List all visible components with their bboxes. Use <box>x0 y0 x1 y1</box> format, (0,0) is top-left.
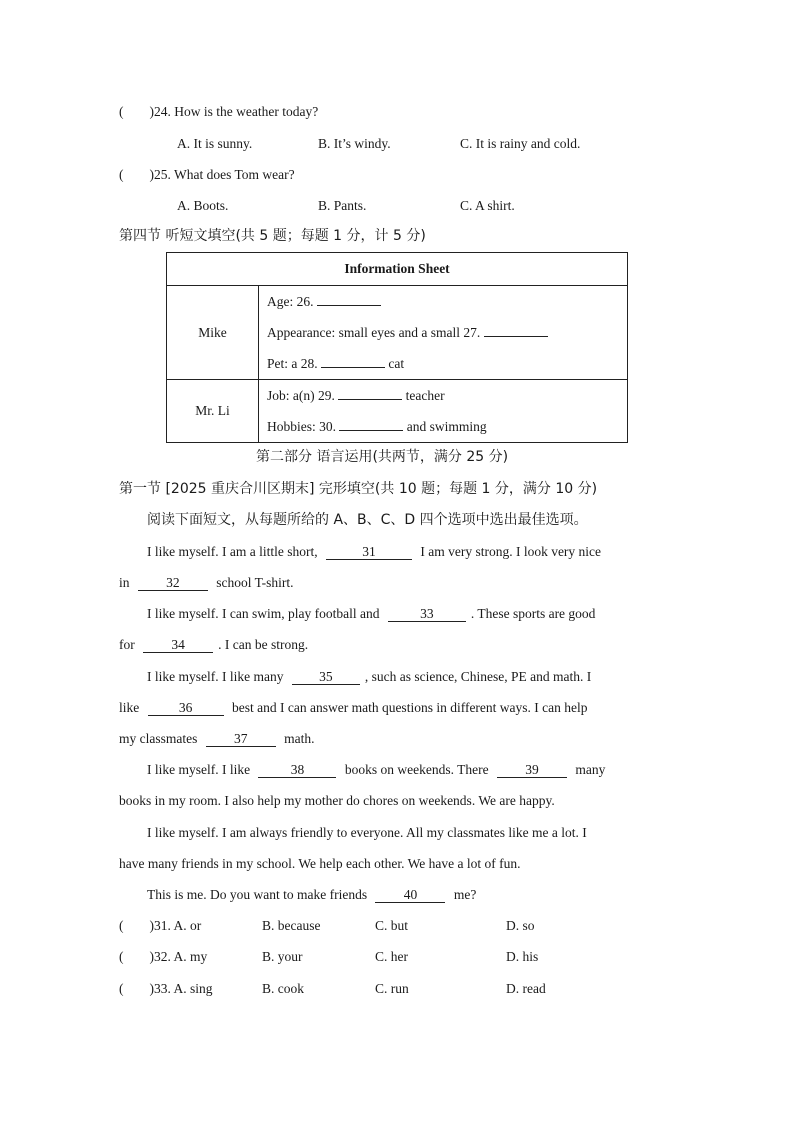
passage-line: I like myself. I am a little short, 31 I am very strong. I look very nice <box>147 544 602 559</box>
option-b[interactable]: B. It’s windy. <box>318 136 391 151</box>
answer-paren[interactable]: ( ) <box>119 167 154 182</box>
answer-blank-27[interactable] <box>484 322 548 337</box>
cloze-blank-39[interactable]: 39 <box>497 762 567 778</box>
cloze-blank-38[interactable]: 38 <box>258 762 336 778</box>
section-title: 第一节 [2025 重庆合川区期末] 完形填空(共 10 题；每题 1 分，满分 10 分) <box>119 481 598 497</box>
table-title: Information Sheet <box>167 253 628 286</box>
name-cell-mike: Mike <box>167 286 259 380</box>
choice-row-31: ( )31. A. or <box>119 918 202 933</box>
choice-row-33: ( )33. A. sing <box>119 981 213 996</box>
choice-b[interactable]: B. because <box>262 918 321 933</box>
cloze-blank-32[interactable]: 32 <box>138 575 208 591</box>
information-sheet-table <box>166 252 628 443</box>
question-number: 24. <box>154 104 171 119</box>
answer-paren[interactable]: ( ) <box>119 949 154 964</box>
question-number: 25. <box>154 167 171 182</box>
passage-line: This is me. Do you want to make friends 40 me? <box>147 887 477 902</box>
passage-line: in 32 school T-shirt. <box>119 575 294 590</box>
choice-c[interactable]: C. but <box>375 918 409 933</box>
option-a[interactable]: A. Boots. <box>177 198 229 213</box>
passage-line: like 36 best and I can answer math questions in different ways. I can help <box>119 700 588 715</box>
question-text: What does Tom wear? <box>174 167 295 182</box>
passage-line: I like myself. I like many 35 , such as science, Chinese, PE and math. I <box>147 669 592 684</box>
mike-details: Age: 26. Appearance: small eyes and a small 27. Pet: a 28. cat <box>259 286 628 380</box>
answer-paren[interactable]: ( ) <box>119 918 154 933</box>
part-title: 第二部分 语言运用(共两节，满分 25 分) <box>256 449 509 465</box>
choice-b[interactable]: B. cook <box>262 981 304 996</box>
answer-blank-29[interactable] <box>338 385 402 400</box>
question-text: How is the weather today? <box>174 104 319 119</box>
cloze-blank-37[interactable]: 37 <box>206 731 276 747</box>
answer-blank-28[interactable] <box>321 353 385 368</box>
name-cell-mr-li: Mr. Li <box>167 380 259 443</box>
cloze-blank-40[interactable]: 40 <box>375 887 445 903</box>
cloze-blank-33[interactable]: 33 <box>388 606 466 622</box>
choice-d[interactable]: D. read <box>506 981 546 996</box>
cloze-blank-31[interactable]: 31 <box>326 544 412 560</box>
passage-line: have many friends in my school. We help each other. We have a lot of fun. <box>119 856 521 871</box>
choice-a[interactable]: A. or <box>173 918 202 933</box>
passage-line: I like myself. I like 38 books on weekends. There 39 many <box>147 762 606 777</box>
passage-line: my classmates 37 math. <box>119 731 315 746</box>
cloze-blank-35[interactable]: 35 <box>292 669 360 685</box>
cloze-blank-34[interactable]: 34 <box>143 637 213 653</box>
option-c[interactable]: C. A shirt. <box>460 198 515 213</box>
passage-line: I like myself. I can swim, play football and 33 . These sports are good <box>147 606 596 621</box>
cloze-blank-36[interactable]: 36 <box>148 700 224 716</box>
choice-a[interactable]: A. sing <box>173 981 213 996</box>
mrli-details: Job: a(n) 29. teacher Hobbies: 30. and swimming <box>259 380 628 443</box>
passage-line: books in my room. I also help my mother do chores on weekends. We are happy. <box>119 793 555 808</box>
option-c[interactable]: C. It is rainy and cold. <box>460 136 581 151</box>
section-title: 第四节 听短文填空(共 5 题；每题 1 分，计 5 分) <box>119 228 426 244</box>
answer-blank-30[interactable] <box>339 416 403 431</box>
option-a[interactable]: A. It is sunny. <box>177 136 253 151</box>
option-b[interactable]: B. Pants. <box>318 198 367 213</box>
question-25 <box>119 166 295 184</box>
choice-c[interactable]: C. her <box>375 949 408 964</box>
instruction: 阅读下面短文，从每题所给的 A、B、C、D 四个选项中选出最佳选项。 <box>147 512 588 528</box>
choice-a[interactable]: A. my <box>173 949 208 964</box>
choice-b[interactable]: B. your <box>262 949 303 964</box>
choice-d[interactable]: D. so <box>506 918 535 933</box>
passage-line: I like myself. I am always friendly to everyone. All my classmates like me a lot. I <box>147 825 587 840</box>
choice-c[interactable]: C. run <box>375 981 409 996</box>
answer-blank-26[interactable] <box>317 291 381 306</box>
answer-paren[interactable]: ( ) <box>119 981 154 996</box>
choice-row-32: ( )32. A. my <box>119 949 208 964</box>
question-24 <box>119 103 318 121</box>
answer-paren[interactable]: ( ) <box>119 104 154 119</box>
passage-line: for 34 . I can be strong. <box>119 637 309 652</box>
choice-d[interactable]: D. his <box>506 949 539 964</box>
